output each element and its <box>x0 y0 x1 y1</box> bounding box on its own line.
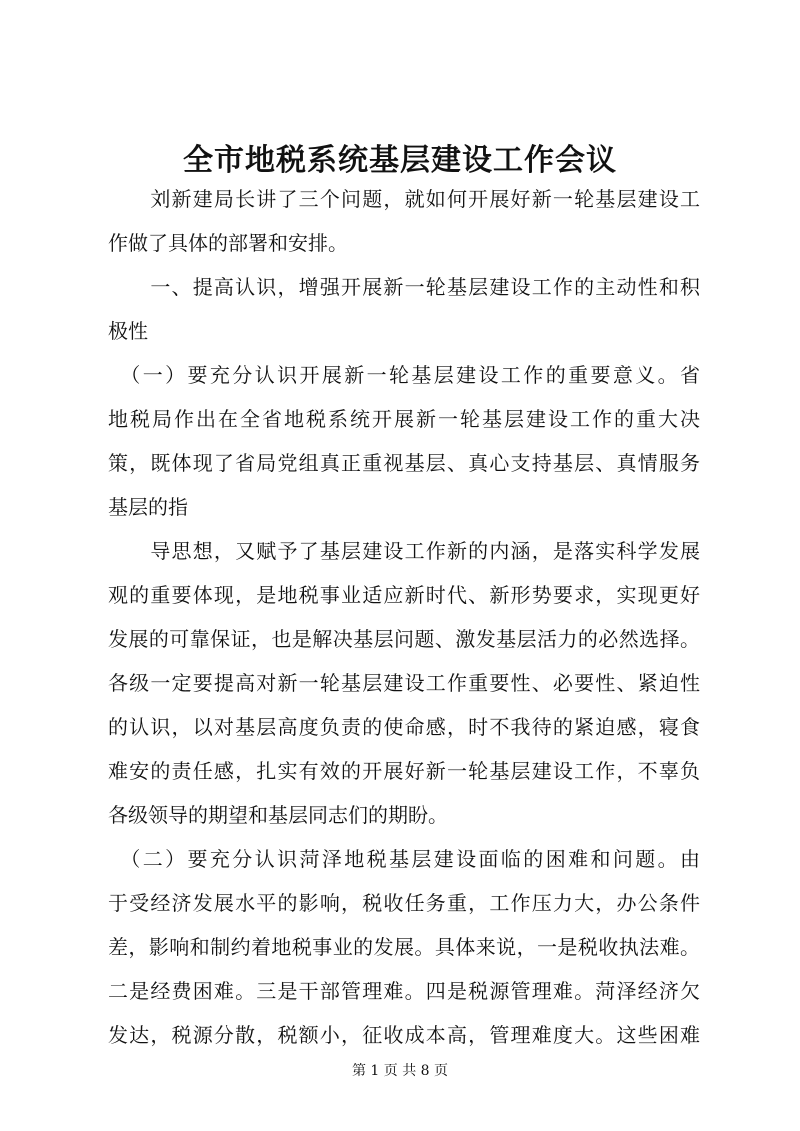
body-line: 地税局作出在全省地税系统开展新一轮基层建设工作的重大决 <box>108 407 700 431</box>
body-line: 发展的可靠保证，也是解决基层问题、激发基层活力的必然选择。 <box>108 627 700 651</box>
body-line: 作做了具体的部署和安排。 <box>108 231 348 255</box>
body-line: 的认识，以对基层高度负责的使命感，时不我待的紧迫感，寝食 <box>108 715 700 739</box>
page-title: 全市地税系统基层建设工作会议 <box>183 143 617 178</box>
body-line: 各级一定要提高对新一轮基层建设工作重要性、必要性、紧迫性 <box>108 671 700 695</box>
page-indicator: 第 1 页 共 8 页 <box>351 1063 449 1079</box>
body-line: 导思想，又赋予了基层建设工作新的内涵，是落实科学发展 <box>108 539 700 563</box>
body-line: 差，影响和制约着地税事业的发展。具体来说，一是税收执法难。 <box>108 935 700 959</box>
body-line: 基层的指 <box>108 495 188 519</box>
body-line: 极性 <box>108 319 148 343</box>
body-line: 一、提高认识，增强开展新一轮基层建设工作的主动性和积 <box>108 275 700 299</box>
body-line: 难安的责任感，扎实有效的开展好新一轮基层建设工作，不辜负 <box>108 759 700 783</box>
body-line: 于受经济发展水平的影响，税收任务重，工作压力大，办公条件 <box>108 891 700 915</box>
body-line: 策，既体现了省局党组真正重视基层、真心支持基层、真情服务 <box>108 451 700 475</box>
body-line: 各级领导的期望和基层同志们的期盼。 <box>108 803 448 827</box>
body-line: 二是经费困难。三是干部管理难。四是税源管理难。菏泽经济欠 <box>108 979 700 1003</box>
body-line: 发达，税源分散，税额小，征收成本高，管理难度大。这些困难 <box>108 1023 700 1047</box>
body-line: 观的重要体现，是地税事业适应新时代、新形势要求，实现更好 <box>108 583 700 607</box>
body-line: 刘新建局长讲了三个问题，就如何开展好新一轮基层建设工 <box>108 187 700 211</box>
body-line: （二）要充分认识菏泽地税基层建设面临的困难和问题。由 <box>108 847 700 871</box>
body-line: （一）要充分认识开展新一轮基层建设工作的重要意义。省 <box>108 363 700 387</box>
